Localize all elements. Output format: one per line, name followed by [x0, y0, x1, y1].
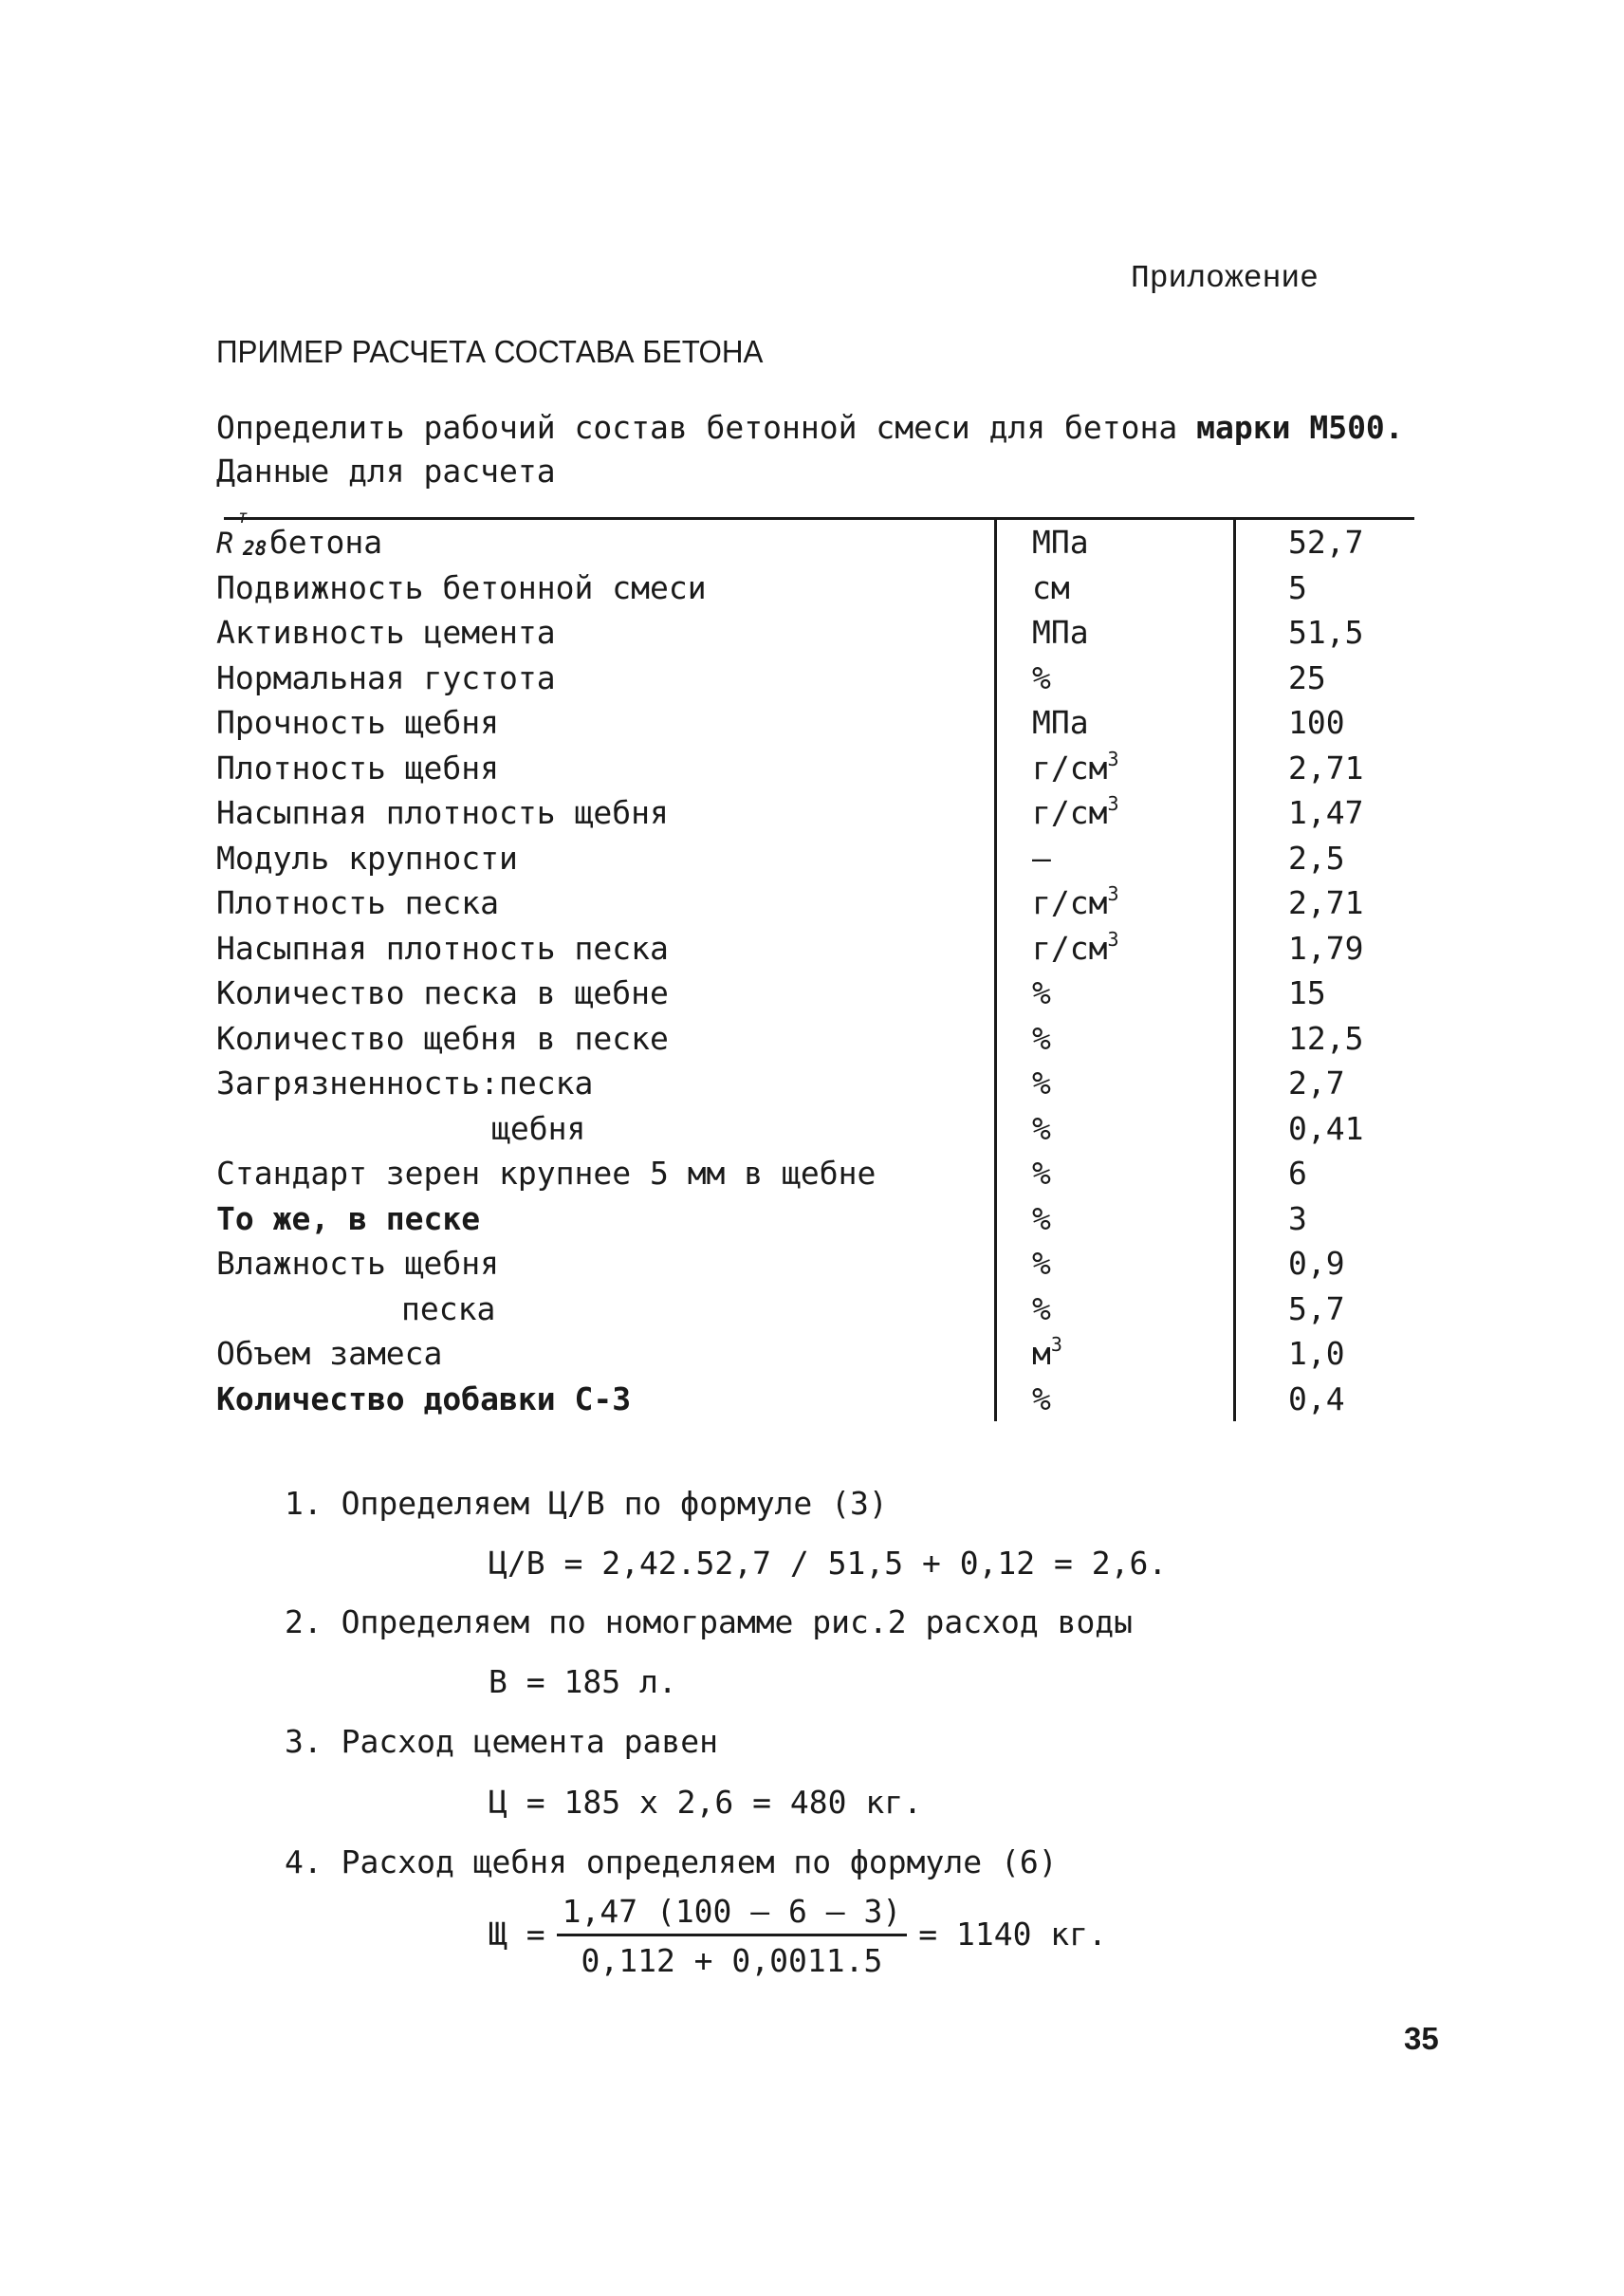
- row-name: Подвижность бетонной смеси: [216, 568, 707, 606]
- row-unit-sup: 3: [1107, 882, 1119, 906]
- formula-1: Ц/В = 2,42.52,7 / 51,5 + 0,12 = 2,6.: [489, 1545, 1168, 1582]
- fraction-denominator: 0,112 + 0,0011.5: [581, 1942, 883, 1979]
- row-name: Насыпная плотность щебня: [216, 794, 669, 832]
- formula-4-fraction: [557, 1893, 908, 1979]
- row-name: Модуль крупности: [216, 839, 518, 877]
- row-unit: %: [1032, 1199, 1051, 1237]
- row-unit: [1004, 794, 1241, 831]
- intro-line-2: Данные для расчета: [216, 453, 556, 490]
- row-unit-sup: 3: [1050, 1333, 1062, 1357]
- column-separator-1: [994, 520, 997, 1421]
- row-unit: МПа: [1032, 704, 1089, 742]
- row-value: 12,5: [1288, 1019, 1364, 1057]
- formula-2: В = 185 л.: [489, 1663, 677, 1700]
- row-unit: %: [1032, 1155, 1051, 1193]
- row-name: Насыпная плотность песка: [216, 929, 669, 967]
- row-value: 15: [1288, 974, 1326, 1012]
- row-value: 51,5: [1288, 614, 1364, 652]
- row-unit: МПа: [1032, 524, 1089, 562]
- row-name: Количество песка в щебне: [216, 974, 669, 1012]
- r-letter: R: [216, 528, 234, 562]
- row-value: 2,71: [1288, 749, 1364, 787]
- row-name: Плотность щебня: [216, 749, 500, 787]
- formula-3: Ц = 185 х 2,6 = 480 кг.: [489, 1784, 922, 1821]
- row-unit: %: [1032, 1245, 1051, 1283]
- fraction-numerator: 1,47 (100 – 6 – 3): [557, 1893, 908, 1936]
- row-unit: %: [1032, 1109, 1051, 1147]
- intro-line-1: [216, 406, 1404, 450]
- formula-4-left: Щ =: [489, 1916, 545, 1953]
- row-value: 25: [1288, 658, 1326, 696]
- row-unit-text: г/см: [1032, 884, 1108, 922]
- row-name: Влажность щебня: [216, 1245, 500, 1283]
- formula-4: [489, 1893, 1107, 1979]
- row-unit-text: г/см: [1032, 929, 1108, 967]
- row-unit: %: [1032, 1379, 1051, 1417]
- row-unit-text: г/см: [1032, 794, 1108, 832]
- row-unit: [1004, 1335, 1241, 1372]
- page-number: 35: [1404, 2021, 1439, 2056]
- row-name: Объем замеса: [216, 1335, 443, 1373]
- row-name-text: бетона: [268, 524, 383, 562]
- row-name: То же, в песке: [216, 1199, 481, 1237]
- row-unit-text: м: [1032, 1335, 1051, 1373]
- step-3-text: 3. Расход цемента равен: [285, 1723, 718, 1760]
- r-subscript: 28: [243, 537, 268, 561]
- row-name: Активность цемента: [216, 614, 556, 652]
- row-unit-text: г/см: [1032, 749, 1108, 787]
- row-unit: МПа: [1032, 614, 1089, 652]
- row-name: Плотность песка: [216, 884, 500, 922]
- row-value: 0,9: [1288, 1245, 1345, 1283]
- row-name: Количество щебня в песке: [216, 1019, 669, 1057]
- row-value: 5,7: [1288, 1289, 1345, 1327]
- formula-4-right: = 1140 кг.: [918, 1916, 1107, 1953]
- intro-text: [216, 406, 1404, 493]
- table-body: [216, 507, 1414, 1421]
- intro-line-1-bold: марки М500.: [1196, 409, 1404, 446]
- row-name: Количество добавки С-3: [216, 1379, 632, 1417]
- row-value: 52,7: [1288, 524, 1364, 562]
- step-4-text: 4. Расход щебня определяем по формуле (6): [285, 1843, 1058, 1880]
- page-title: ПРИМЕР РАСЧЕТА СОСТАВА БЕТОНА: [216, 334, 764, 369]
- intro-line-1-text: Определить рабочий состав бетонной смеси для бетона: [216, 409, 1197, 446]
- step-1-text: 1. Определяем Ц/В по формуле (3): [285, 1485, 888, 1522]
- row-unit-sup: 3: [1107, 927, 1119, 951]
- row-name: песка: [401, 1289, 496, 1327]
- row-unit: %: [1032, 1019, 1051, 1057]
- row-value: 3: [1288, 1199, 1307, 1237]
- data-table: [216, 507, 1414, 1421]
- row-value: 1,0: [1288, 1335, 1345, 1373]
- r28-symbol: [216, 507, 268, 562]
- row-value: 1,47: [1288, 794, 1364, 832]
- r-superscript: т: [237, 507, 249, 528]
- row-unit: [1004, 884, 1241, 921]
- row-value: 6: [1288, 1155, 1307, 1193]
- row-name: Стандарт зерен крупнее 5 мм в щебне: [216, 1155, 877, 1193]
- row-unit: [1004, 747, 1241, 787]
- row-name: Прочность щебня: [216, 704, 500, 742]
- appendix-label: Приложение: [1130, 261, 1319, 296]
- step-2-text: 2. Определяем по номограмме рис.2 расход воды: [285, 1603, 1134, 1640]
- row-value: 2,71: [1288, 884, 1364, 922]
- row-name: Нормальная густота: [216, 658, 556, 696]
- row-unit-sup: 3: [1107, 747, 1119, 770]
- row-unit: %: [1032, 1289, 1051, 1327]
- row-unit: %: [1032, 974, 1051, 1012]
- row-value: 2,5: [1288, 839, 1345, 877]
- row-unit: –: [1032, 839, 1051, 877]
- column-separator-2: [1233, 520, 1236, 1421]
- row-value: 0,4: [1288, 1379, 1345, 1417]
- row-name: Загрязненность:песка: [216, 1065, 594, 1102]
- row-unit: %: [1032, 1065, 1051, 1102]
- row-value: 2,7: [1288, 1065, 1345, 1102]
- row-unit: %: [1032, 658, 1051, 696]
- row-value: 1,79: [1288, 929, 1364, 967]
- row-value: 0,41: [1288, 1109, 1364, 1147]
- row-value: 100: [1288, 704, 1345, 742]
- row-unit: [1004, 927, 1241, 967]
- row-value: 5: [1288, 568, 1307, 606]
- row-unit-sup: 3: [1107, 792, 1119, 816]
- row-name: щебня: [491, 1109, 586, 1147]
- row-name: [216, 507, 1004, 562]
- row-unit: см: [1032, 568, 1070, 606]
